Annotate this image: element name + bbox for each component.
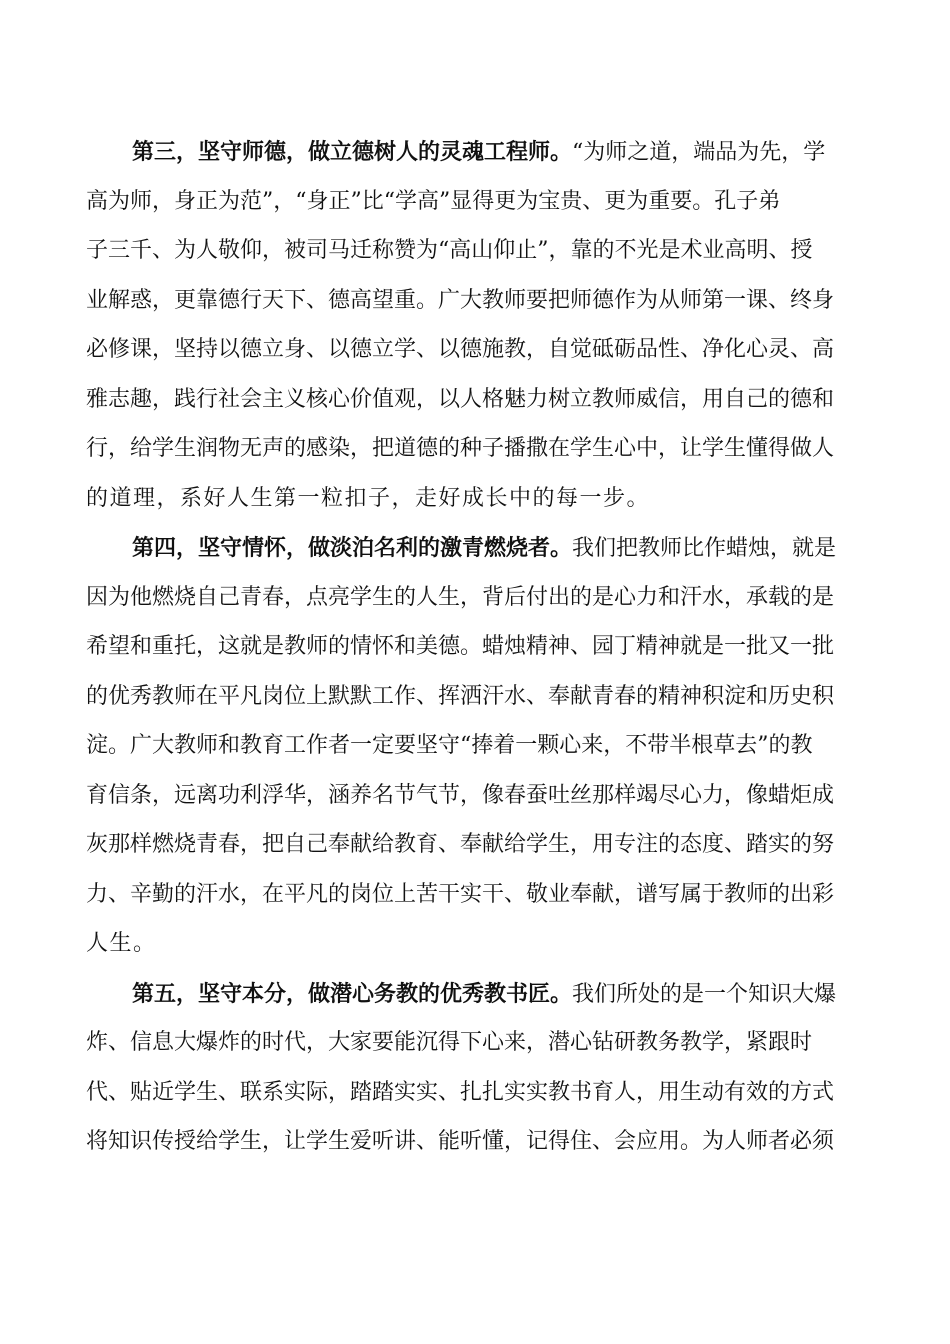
paragraph-2-text: 我们把教师比作蜡烛，就是 [572,536,837,561]
paragraph-1-line-8: 的道理，系好人生第一粒扣子，走好成长中的每一步。 [86,486,651,511]
paragraph-3-line-1 [132,979,850,1010]
paragraph-2-line-2: 因为他燃烧自己青春，点亮学生的人生，背后付出的是心力和汗水，承载的是 [86,585,835,610]
paragraph-1-line-5: 必修课，坚持以德立身、以德立学、以德施教，自觉砥砺品性、净化心灵、高 [86,337,835,362]
paragraph-1-line-2: 高为师，身正为范”，“身正”比“学高”显得更为宝贵、更为重要。孔子弟 [86,189,781,214]
paragraph-1-line-6: 雅志趣，践行社会主义核心价值观，以人格魅力树立教师威信，用自己的德和 [86,387,835,412]
paragraph-2-line-4: 的优秀教师在平凡岗位上默默工作、挥洒汗水、奉献青春的精神积淀和历史积 [86,684,835,709]
paragraph-2-line-7: 灰那样燃烧青春，把自己奉献给教育、奉献给学生，用专注的态度、踏实的努 [86,832,835,857]
paragraph-3-heading: 第五，坚守本分，做潜心务教的优秀教书匠。 [132,981,573,1007]
paragraph-1-line-4: 业解惑，更靠德行天下、德高望重。广大教师要把师德作为从师第一课、终身 [86,288,835,313]
paragraph-3-line-2: 炸、信息大爆炸的时代，大家要能沉得下心来，潜心钻研教务教学，紧跟时 [86,1030,813,1055]
paragraph-2-line-1 [132,533,850,564]
paragraph-2-line-5: 淀。广大教师和教育工作者一定要坚守“捧着一颗心来，不带半根草去”的教 [86,733,813,758]
paragraph-2-line-8: 力、辛勤的汗水，在平凡的岗位上苦干实干、敬业奉献，谱写属于教师的出彩 [86,882,835,907]
paragraph-1-line-3: 子三千、为人敬仰，被司马迁称赞为“高山仰止”，靠的不光是术业高明、授 [86,238,813,263]
paragraph-2-line-3: 希望和重托，这就是教师的情怀和美德。蜡烛精神、园丁精神就是一批又一批 [86,634,835,659]
paragraph-2-heading: 第四，坚守情怀，做淡泊名利的激青燃烧者。 [132,535,573,561]
paragraph-1-heading: 第三，坚守师德，做立德树人的灵魂工程师。 [132,139,573,165]
paragraph-1-line-7: 行，给学生润物无声的感染，把道德的种子播撒在学生心中，让学生懂得做人 [86,436,835,461]
paragraph-3-line-4: 将知识传授给学生，让学生爱听讲、能听懂，记得住、会应用。为人师者必须 [86,1129,835,1154]
paragraph-1-line-1 [132,137,850,168]
paragraph-2-line-9: 人生。 [86,931,157,956]
paragraph-2-line-6: 育信条，远离功利浮华，涵养名节气节，像春蚕吐丝那样竭尽心力，像蜡炬成 [86,783,835,808]
paragraph-3-text: 我们所处的是一个知识大爆 [572,982,837,1007]
paragraph-3-line-3: 代、贴近学生、联系实际，踏踏实实、扎扎实实教书育人，用生动有效的方式 [86,1080,835,1105]
paragraph-1-text: “为师之道，端品为先，学 [572,140,826,165]
